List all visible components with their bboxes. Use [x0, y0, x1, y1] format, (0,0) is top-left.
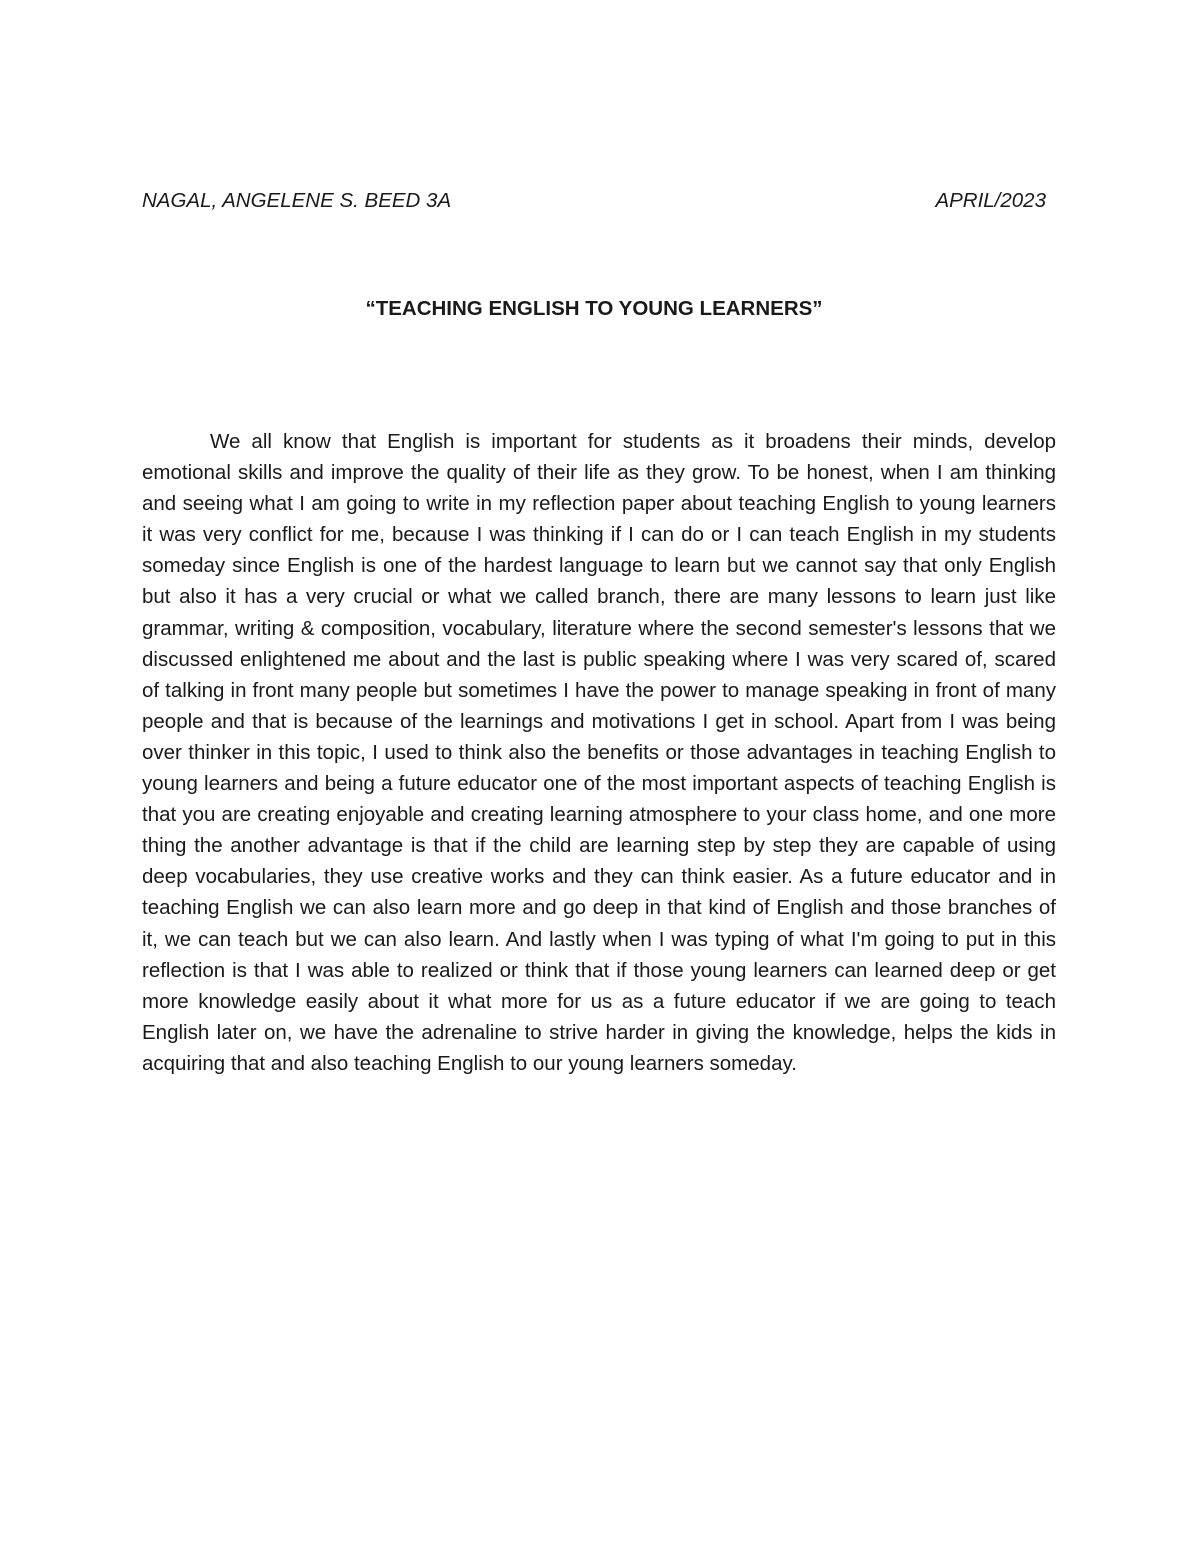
document-header — [142, 186, 1046, 216]
document-title: “TEACHING ENGLISH TO YOUNG LEARNERS” — [365, 297, 823, 320]
student-name-section: NAGAL, ANGELENE S. BEED 3A — [142, 189, 452, 212]
reflection-paragraph: We all know that English is important for students as it broadens their minds, develop emotional skills and improve the quality of their life as they grow. To be honest, when I am thinking and seeing what I am going to write in my reflection paper about teaching English to young learners it was very conflict for me, because I was thinking if I can do or I can teach English in my students someday since English is one of the hardest language to learn but we cannot say that only English but also it has a very crucial or what we called branch, there are many lessons to learn just like grammar, writing & composition, vocabulary, literature where the second semester's lessons that we discussed enlightened me about and the last is public speaking where I was very scared of, scared of talking in front many people but sometimes I have the power to manage speaking in front of many people and that is because of the learnings and motivations I get in school. Apart from I was being over thinker in this topic, I used to think also the benefits or those advantages in teaching English to young learners and being a future educator one of the most important aspects of teaching English is that you are creating enjoyable and creating learning atmosphere to your class home, and one more thing the another advantage is that if the child are learning step by step they are capable of using deep vocabularies, they use creative works and they can think easier. As a future educator and in teaching English we can also learn more and go deep in that kind of English and those branches of it, we can teach but we can also learn. And lastly when I was typing of what I'm going to put in this reflection is that I was able to realized or think that if those young learners can learned deep or get more knowledge easily about it what more for us as a future educator if we are going to teach English later on, we have the adrenaline to strive harder in giving the knowledge, helps the kids in acquiring that and also teaching English to our young learners someday. — [142, 430, 1056, 1075]
document-date: APRIL/2023 — [935, 189, 1046, 212]
